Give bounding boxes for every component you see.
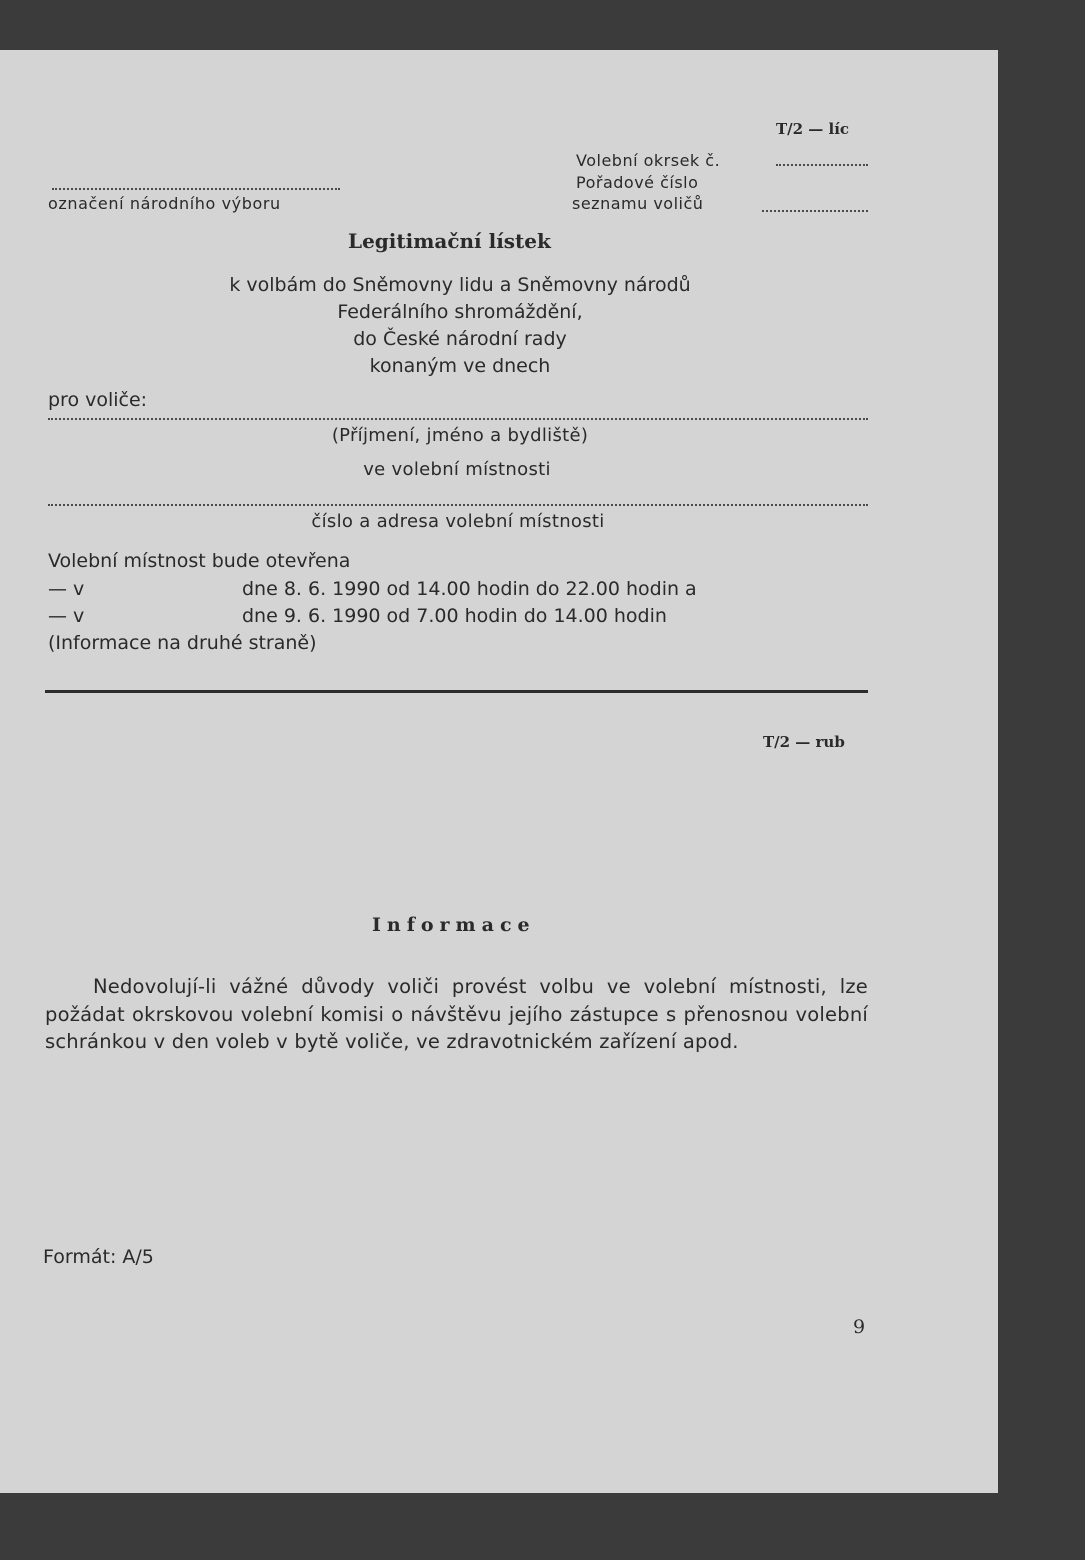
info-note: (Informace na druhé straně) [48, 632, 317, 654]
subtitle-line: k volbám do Sněmovny lidu a Sněmovny národů [229, 274, 691, 296]
subtitle-line: konaným ve dnech [369, 355, 551, 377]
order-label-line2: seznamu voličů [572, 194, 704, 213]
opening-heading: Volební místnost bude otevřena [48, 550, 351, 572]
order-label-line1: Pořadové číslo [576, 173, 699, 192]
opening-row: dne 8. 6. 1990 od 14.00 hodin do 22.00 hodin a [242, 578, 697, 600]
subtitle-line: do České národní rady [353, 328, 567, 350]
voter-blank [48, 418, 868, 420]
form-code-back: T/2 — rub [763, 733, 845, 751]
subtitle-block [0, 272, 920, 380]
info-paragraph: Nedovolují-li vážné důvody voliči provést volbu ve volební místnosti, lze požádat okrskovou volební komisi o návštěvu jejího zástupce s přenosnou volební schránkou v den voleb v bytě voliče, ve zdravotnickém zařízení apod. [45, 975, 868, 1053]
page-number: 9 [853, 1316, 866, 1338]
room-blank [48, 504, 868, 506]
form-code-front: T/2 — líc [776, 120, 850, 138]
district-label: Volební okrsek č. [576, 151, 721, 170]
format-label: Formát: A/5 [43, 1246, 154, 1268]
order-number-blank [762, 210, 868, 212]
opening-prefix: — v [48, 578, 85, 600]
district-number-blank [776, 164, 868, 166]
subtitle-line: Federálního shromáždění, [337, 301, 583, 323]
committee-blank [52, 188, 340, 190]
opening-prefix: — v [48, 605, 85, 627]
room-label: ve volební místnosti [363, 459, 551, 480]
room-caption: číslo a adresa volební místnosti [311, 511, 605, 532]
opening-row: dne 9. 6. 1990 od 7.00 hodin do 14.00 hodin [242, 605, 667, 627]
document-page [0, 50, 998, 1493]
info-heading: Informace [372, 914, 536, 936]
section-divider [45, 690, 868, 693]
ticket-title: Legitimační lístek [348, 229, 551, 253]
voter-label: pro voliče: [48, 389, 148, 411]
committee-caption: označení národního výboru [48, 194, 281, 213]
voter-caption: (Příjmení, jméno a bydliště) [331, 425, 589, 446]
